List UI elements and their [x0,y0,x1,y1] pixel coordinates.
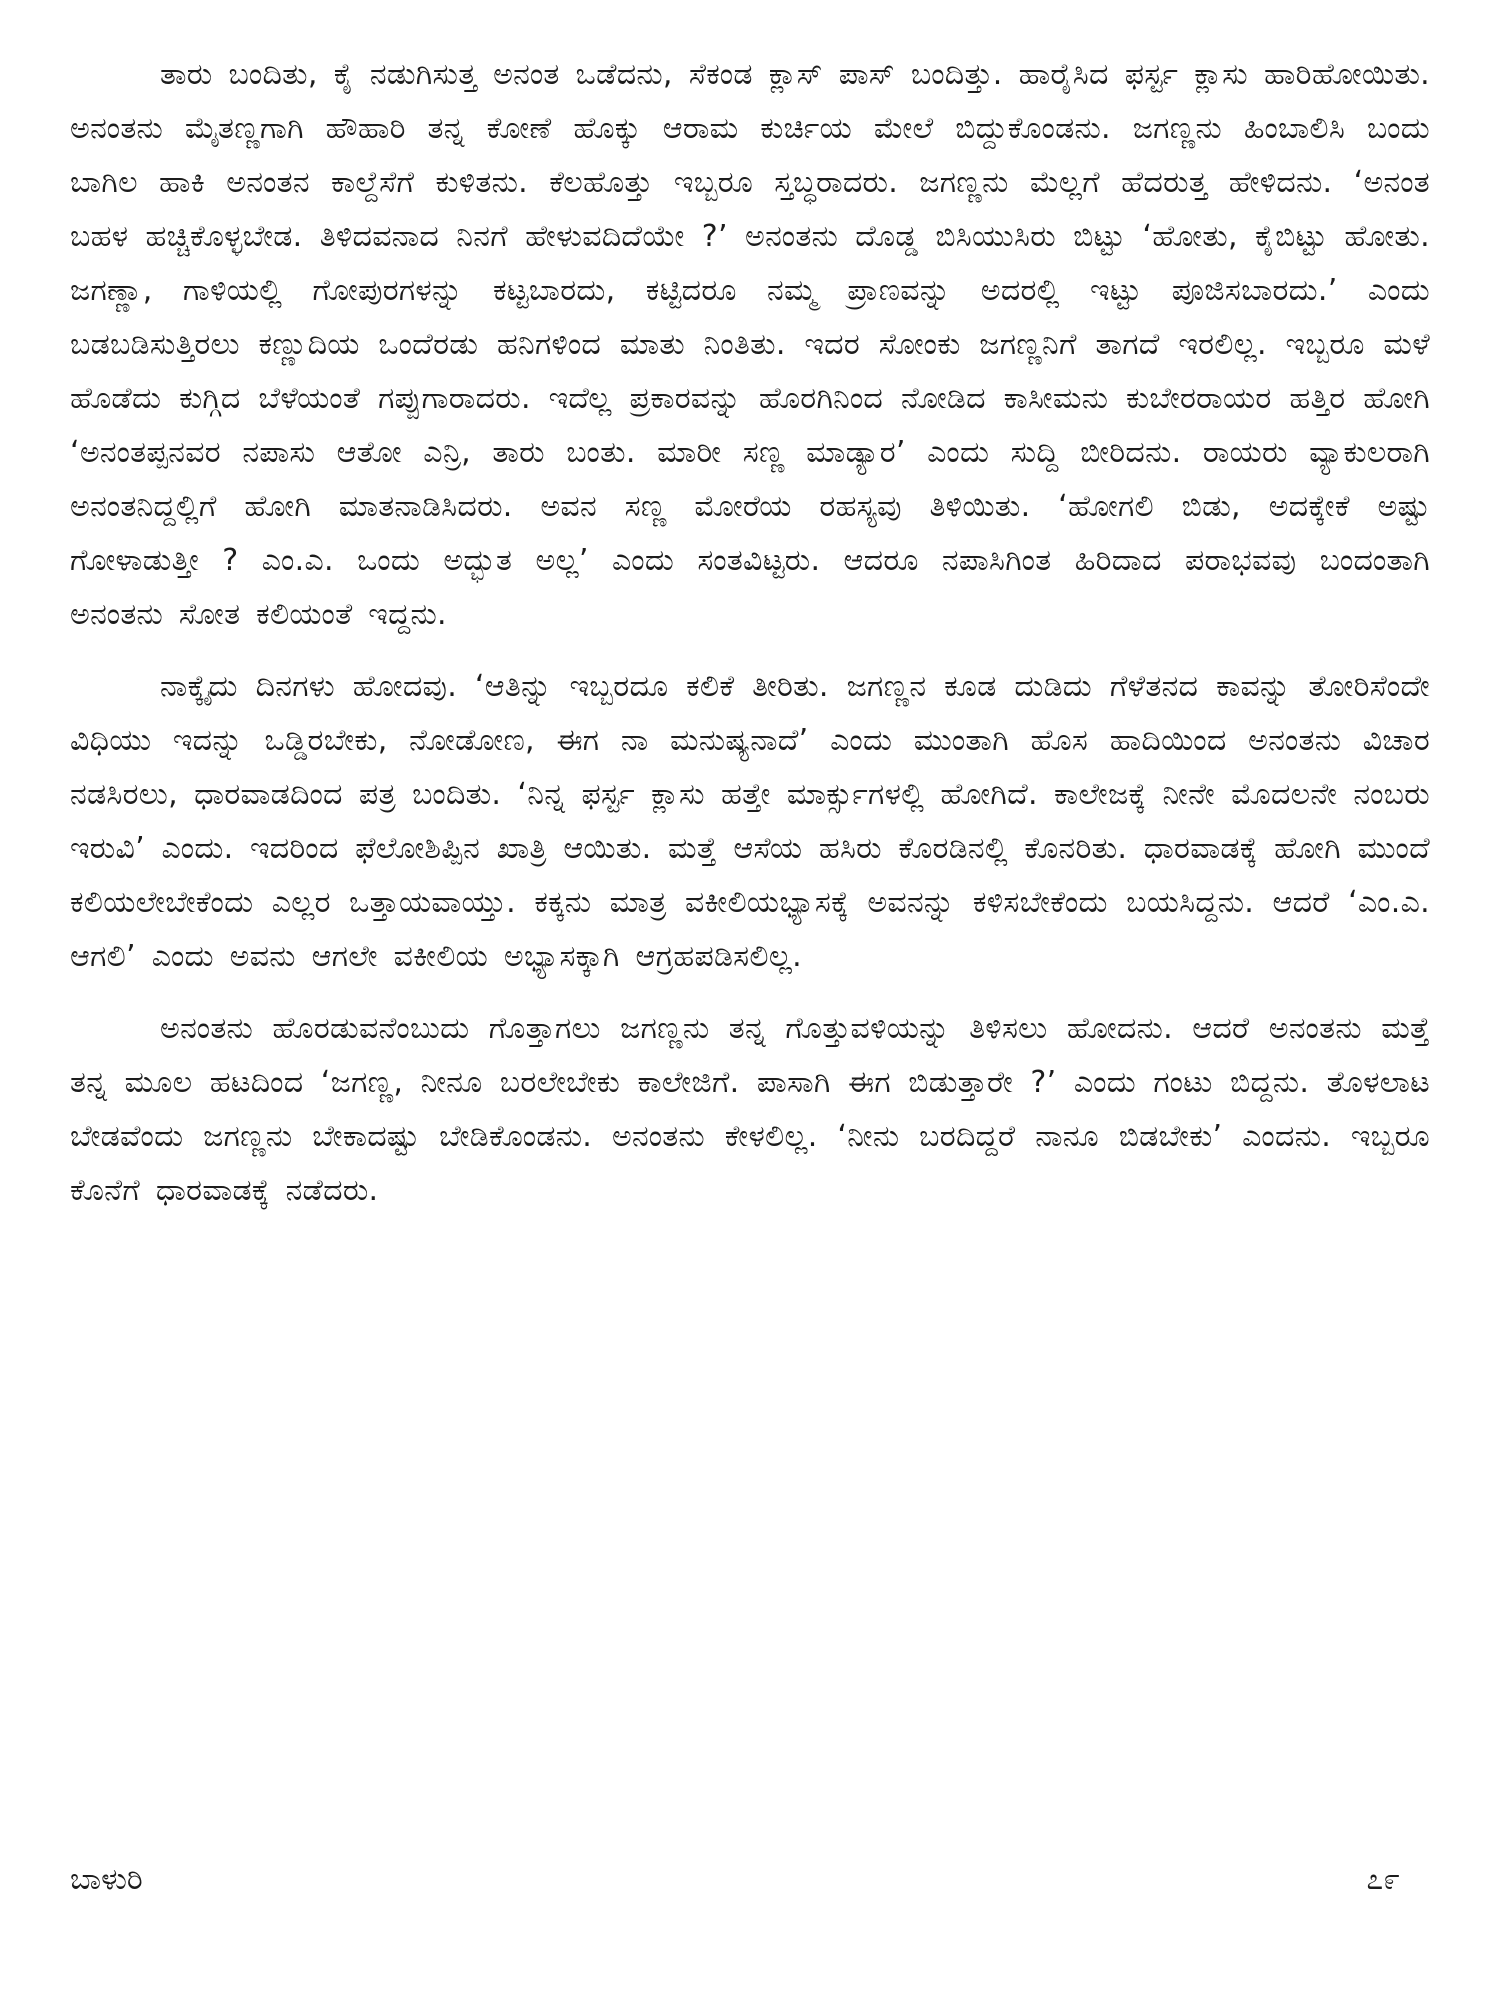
paragraph-1: ತಾರು ಬಂದಿತು, ಕೈ ನಡುಗಿಸುತ್ತ ಅನಂತ ಒಡೆದನು, ಸೆಕಂಡ ಕ್ಲಾಸ್ ಪಾಸ್ ಬಂದಿತ್ತು. ಹಾರೈಸಿದ ಫರ್ಸ್ಟ ಕ್ಲಾಸು ಹಾರಿಹೋಯಿತು. ಅನಂತನು ಮೈತಣ್ಣಗಾಗಿ ಹೌಹಾರಿ ತನ್ನ ಕೋಣೆ ಹೊಕ್ಕು ಆರಾಮ ಕುರ್ಚಿಯ ಮೇಲೆ ಬಿದ್ದುಕೊಂಡನು. ಜಗಣ್ಣನು ಹಿಂಬಾಲಿಸಿ ಬಂದು ಬಾಗಿಲ ಹಾಕಿ ಅನಂತನ ಕಾಲ್ದೆಸೆಗೆ ಕುಳಿತನು. ಕೆಲಹೊತ್ತು ಇಬ್ಬರೂ ಸ್ತಬ್ಧರಾದರು. ಜಗಣ್ಣನು ಮೆಲ್ಲಗೆ ಹೆದರುತ್ತ ಹೇಳಿದನು. ‘ಅನಂತ ಬಹಳ ಹಚ್ಚಿಕೊಳ್ಳಬೇಡ. ತಿಳಿದವನಾದ ನಿನಗೆ ಹೇಳುವದಿದೆಯೇ ?’ ಅನಂತನು ದೊಡ್ಡ ಬಿಸಿಯುಸಿರು ಬಿಟ್ಟು ‘ಹೋತು, ಕೈಬಿಟ್ಟು ಹೋತು. ಜಗಣ್ಣಾ, ಗಾಳಿಯಲ್ಲಿ ಗೋಪುರಗಳನ್ನು ಕಟ್ಟಬಾರದು, ಕಟ್ಟಿದರೂ ನಮ್ಮ ಪ್ರಾಣವನ್ನು ಅದರಲ್ಲಿ ಇಟ್ಟು ಪೂಜಿಸಬಾರದು.’ ಎಂದು ಬಡಬಡಿಸುತ್ತಿರಲು ಕಣ್ಣುದಿಯ ಒಂದೆರಡು ಹನಿಗಳಿಂದ ಮಾತು ನಿಂತಿತು. ಇದರ ಸೋಂಕು ಜಗಣ್ಣನಿಗೆ ತಾಗದೆ ಇರಲಿಲ್ಲ. ಇಬ್ಬರೂ ಮಳೆ ಹೊಡೆದು ಕುಗ್ಗಿದ ಬೆಳೆಯಂತೆ ಗಪ್ಪುಗಾರಾದರು. ಇದೆಲ್ಲ ಪ್ರಕಾರವನ್ನು ಹೊರಗಿನಿಂದ ನೋಡಿದ ಕಾಸೀಮನು ಕುಬೇರರಾಯರ ಹತ್ತಿರ ಹೋಗಿ ‘ಅನಂತಪ್ಪನವರ ನಪಾಸು ಆತೋ ಎನ್ರಿ, ತಾರು ಬಂತು. ಮಾರೀ ಸಣ್ಣ ಮಾಡ್ಯಾರ’ ಎಂದು ಸುದ್ದಿ ಬೀರಿದನು. ರಾಯರು ವ್ಯಾಕುಲರಾಗಿ ಅನಂತನಿದ್ದಲ್ಲಿಗೆ ಹೋಗಿ ಮಾತನಾಡಿಸಿದರು. ಅವನ ಸಣ್ಣ ಮೋರೆಯ ರಹಸ್ಯವು ತಿಳಿಯಿತು. ‘ಹೋಗಲಿ ಬಿಡು, ಅದಕ್ಕೇಕೆ ಅಷ್ಟು ಗೋಳಾಡುತ್ತೀ ? ಎಂ.ಎ. ಒಂದು ಅದ್ಭುತ ಅಲ್ಲ’ ಎಂದು ಸಂತವಿಟ್ಟರು. ಆದರೂ ನಪಾಸಿಗಿಂತ ಹಿರಿದಾದ ಪರಾಭವವು ಬಂದಂತಾಗಿ ಅನಂತನು ಸೋತ ಕಲಿಯಂತೆ ಇದ್ದನು. [70,57,1430,632]
page-number: ೭೯ [1366,1862,1400,1897]
running-footer-title: ಬಾಳುರಿ [70,1862,143,1897]
body-text [70,48,1430,1218]
page-footer [70,1862,1430,1912]
paragraph-3: ಅನಂತನು ಹೊರಡುವನೆಂಬುದು ಗೊತ್ತಾಗಲು ಜಗಣ್ಣನು ತನ್ನ ಗೊತ್ತುವಳಿಯನ್ನು ತಿಳಿಸಲು ಹೋದನು. ಆದರೆ ಅನಂತನು ಮತ್ತೆ ತನ್ನ ಮೂಲ ಹಟದಿಂದ ‘ಜಗಣ್ಣ, ನೀನೂ ಬರಲೇಬೇಕು ಕಾಲೇಜಿಗೆ. ಪಾಸಾಗಿ ಈಗ ಬಿಡುತ್ತಾರೇ ?’ ಎಂದು ಗಂಟು ಬಿದ್ದನು. ತೊಳಲಾಟ ಬೇಡವೆಂದು ಜಗಣ್ಣನು ಬೇಕಾದಷ್ಟು ಬೇಡಿಕೊಂಡನು. ಅನಂತನು ಕೇಳಲಿಲ್ಲ. ‘ನೀನು ಬರದಿದ್ದರೆ ನಾನೂ ಬಿಡಬೇಕು’ ಎಂದನು. ಇಬ್ಬರೂ ಕೊನೆಗೆ ಧಾರವಾಡಕ್ಕೆ ನಡೆದರು. [70,1011,1430,1208]
paragraph-2: ನಾಕ್ಕೈದು ದಿನಗಳು ಹೋದವು. ‘ಆತಿನ್ನು ಇಬ್ಬರದೂ ಕಲಿಕೆ ತೀರಿತು. ಜಗಣ್ಣನ ಕೂಡ ದುಡಿದು ಗೆಳೆತನದ ಕಾವನ್ನು ತೋರಿಸೆಂದೇ ವಿಧಿಯು ಇದನ್ನು ಒಡ್ಡಿರಬೇಕು, ನೋಡೋಣ, ಈಗ ನಾ ಮನುಷ್ಯನಾದೆ’ ಎಂದು ಮುಂತಾಗಿ ಹೊಸ ಹಾದಿಯಿಂದ ಅನಂತನು ವಿಚಾರ ನಡಸಿರಲು, ಧಾರವಾಡದಿಂದ ಪತ್ರ ಬಂದಿತು. ‘ನಿನ್ನ ಫರ್ಸ್ಟ ಕ್ಲಾಸು ಹತ್ತೇ ಮಾರ್ಕ್ಸುಗಳಲ್ಲಿ ಹೋಗಿದೆ. ಕಾಲೇಜಕ್ಕೆ ನೀನೇ ಮೊದಲನೇ ನಂಬರು ಇರುವಿ’ ಎಂದು. ಇದರಿಂದ ಫೆಲೋಶಿಪ್ಪಿನ ಖಾತ್ರಿ ಆಯಿತು. ಮತ್ತೆ ಆಸೆಯ ಹಸಿರು ಕೊರಡಿನಲ್ಲಿ ಕೊನರಿತು. ಧಾರವಾಡಕ್ಕೆ ಹೋಗಿ ಮುಂದೆ ಕಲಿಯಲೇಬೇಕೆಂದು ಎಲ್ಲರ ಒತ್ತಾಯವಾಯ್ತು. ಕಕ್ಕನು ಮಾತ್ರ ವಕೀಲಿಯಭ್ಯಾಸಕ್ಕೆ ಅವನನ್ನು ಕಳಿಸಬೇಕೆಂದು ಬಯಸಿದ್ದನು. ಆದರೆ ‘ಎಂ.ಎ. ಆಗಲಿ’ ಎಂದು ಅವನು ಆಗಲೇ ವಕೀಲಿಯ ಅಭ್ಯಾಸಕ್ಕಾಗಿ ಆಗ್ರಹಪಡಿಸಲಿಲ್ಲ. [70,669,1430,974]
